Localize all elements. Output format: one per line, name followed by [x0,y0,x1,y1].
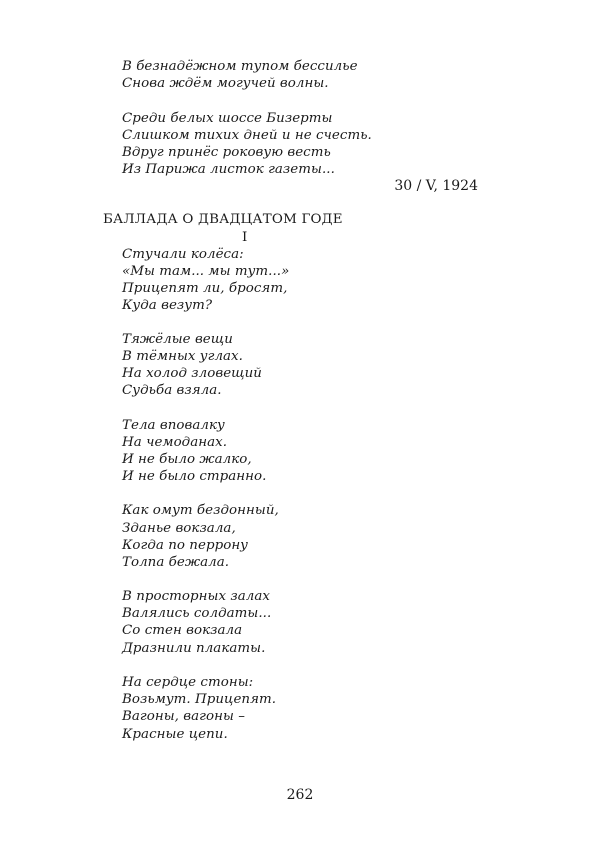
poem-line: В тёмных углах. [122,349,243,364]
poem-line: Валялись солдаты... [122,606,272,621]
poem-line: Дразнили плакаты. [122,641,266,656]
poem-line: Возьмут. Прицепят. [122,692,277,707]
poem-line: «Мы там... мы тут...» [122,264,290,279]
poem-line: Красные цепи. [122,727,228,742]
poem-line: Прицепят ли, бросят, [122,281,288,296]
poem-line: Со стен вокзала [122,623,243,638]
page-number: 262 [286,787,314,803]
poem-line: Среди белых шоссе Бизерты [122,111,333,126]
poem-line: Как омут бездонный, [122,503,279,518]
poem-line: И не было жалко, [122,452,252,467]
poem-line: Снова ждём могучей волны. [122,76,329,91]
poem-line: Тяжёлые вещи [122,332,233,347]
poem-line: Зданье вокзала, [122,521,236,536]
poem-line: Из Парижа листок газеты... [122,162,335,177]
poem-line: Куда везут? [122,298,213,313]
poem-part-number: I [242,230,248,245]
poem-line: В безнадёжном тупом бессилье [122,59,358,74]
poem-line: В просторных залах [122,589,270,604]
poem-line: Стучали колёса: [122,247,244,262]
poem-line: Судьба взяла. [122,383,222,398]
poem-line: На сердце стоны: [122,675,254,690]
poem-line: И не было странно. [122,469,267,484]
poem-title: БАЛЛАДА О ДВАДЦАТОМ ГОДЕ [103,212,343,227]
poem-date: 30 / V, 1924 [394,178,478,194]
poem-line: Толпа бежала. [122,555,230,570]
poem-line: Когда по перрону [122,538,249,553]
poem-line: Вагоны, вагоны – [122,709,245,724]
poem-line: Вдруг принёс роковую весть [122,145,331,160]
poem-line: На чемоданах. [122,435,228,450]
poem-line: Тела вповалку [122,418,225,433]
poem-line: На холод зловещий [122,366,262,381]
poem-line: Слишком тихих дней и не счесть. [122,128,372,143]
